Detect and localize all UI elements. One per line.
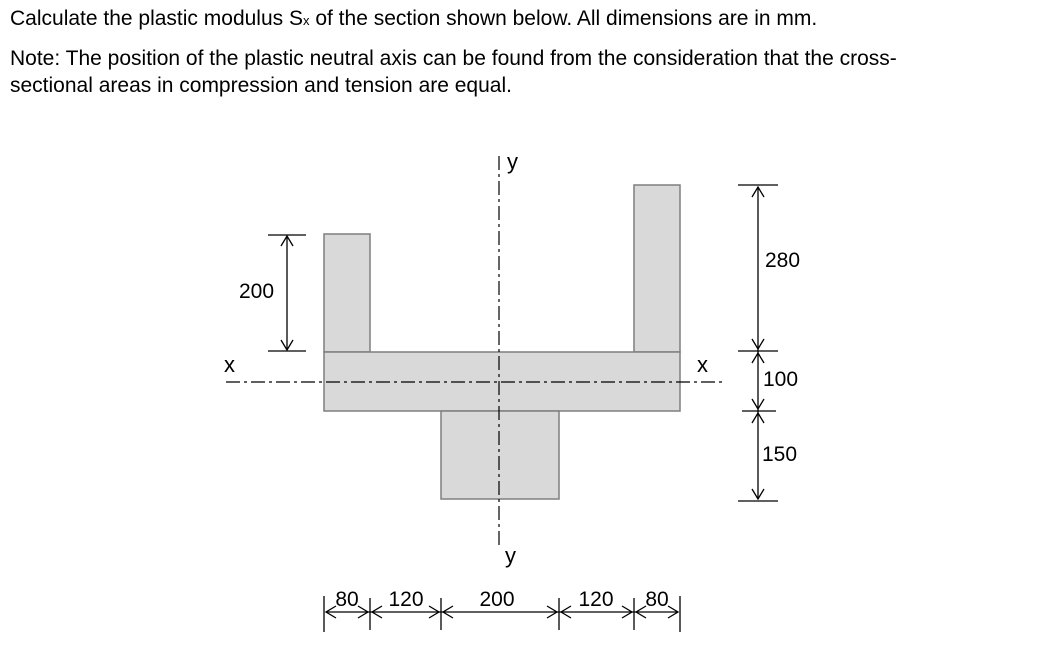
question-text-pre: Calculate the plastic modulus S [10,7,303,30]
modulus-subscript: x [303,13,310,28]
dim-bottom-label-2: 120 [388,588,424,611]
right-flange [634,185,680,352]
y-axis-label-bottom: y [505,543,516,568]
dim-bottom-label-5: 80 [645,588,669,611]
dim-bottom-label-1: 80 [335,588,359,611]
dim-right-middle-label: 100 [763,368,799,391]
dim-left-height-label: 200 [239,280,275,303]
dim-right-top-label: 280 [765,249,801,272]
question-text-post: of the section shown below. All dimensions are in mm. [309,7,818,30]
dim-bottom-label-4: 120 [578,588,614,611]
left-flange [324,234,370,352]
x-axis-label-right: x [697,352,708,377]
bottom-stem [441,411,559,499]
dim-bottom-label-3: 200 [479,588,515,611]
note-line-2: sectional areas in compression and tension are equal. [10,74,512,97]
y-axis-label-top: y [507,149,518,174]
note-line-1: Note: The position of the plastic neutral axis can be found from the consideration that the cross- [10,47,897,70]
dim-right-bottom-label: 150 [762,443,798,466]
x-axis-label-left: x [224,352,235,377]
